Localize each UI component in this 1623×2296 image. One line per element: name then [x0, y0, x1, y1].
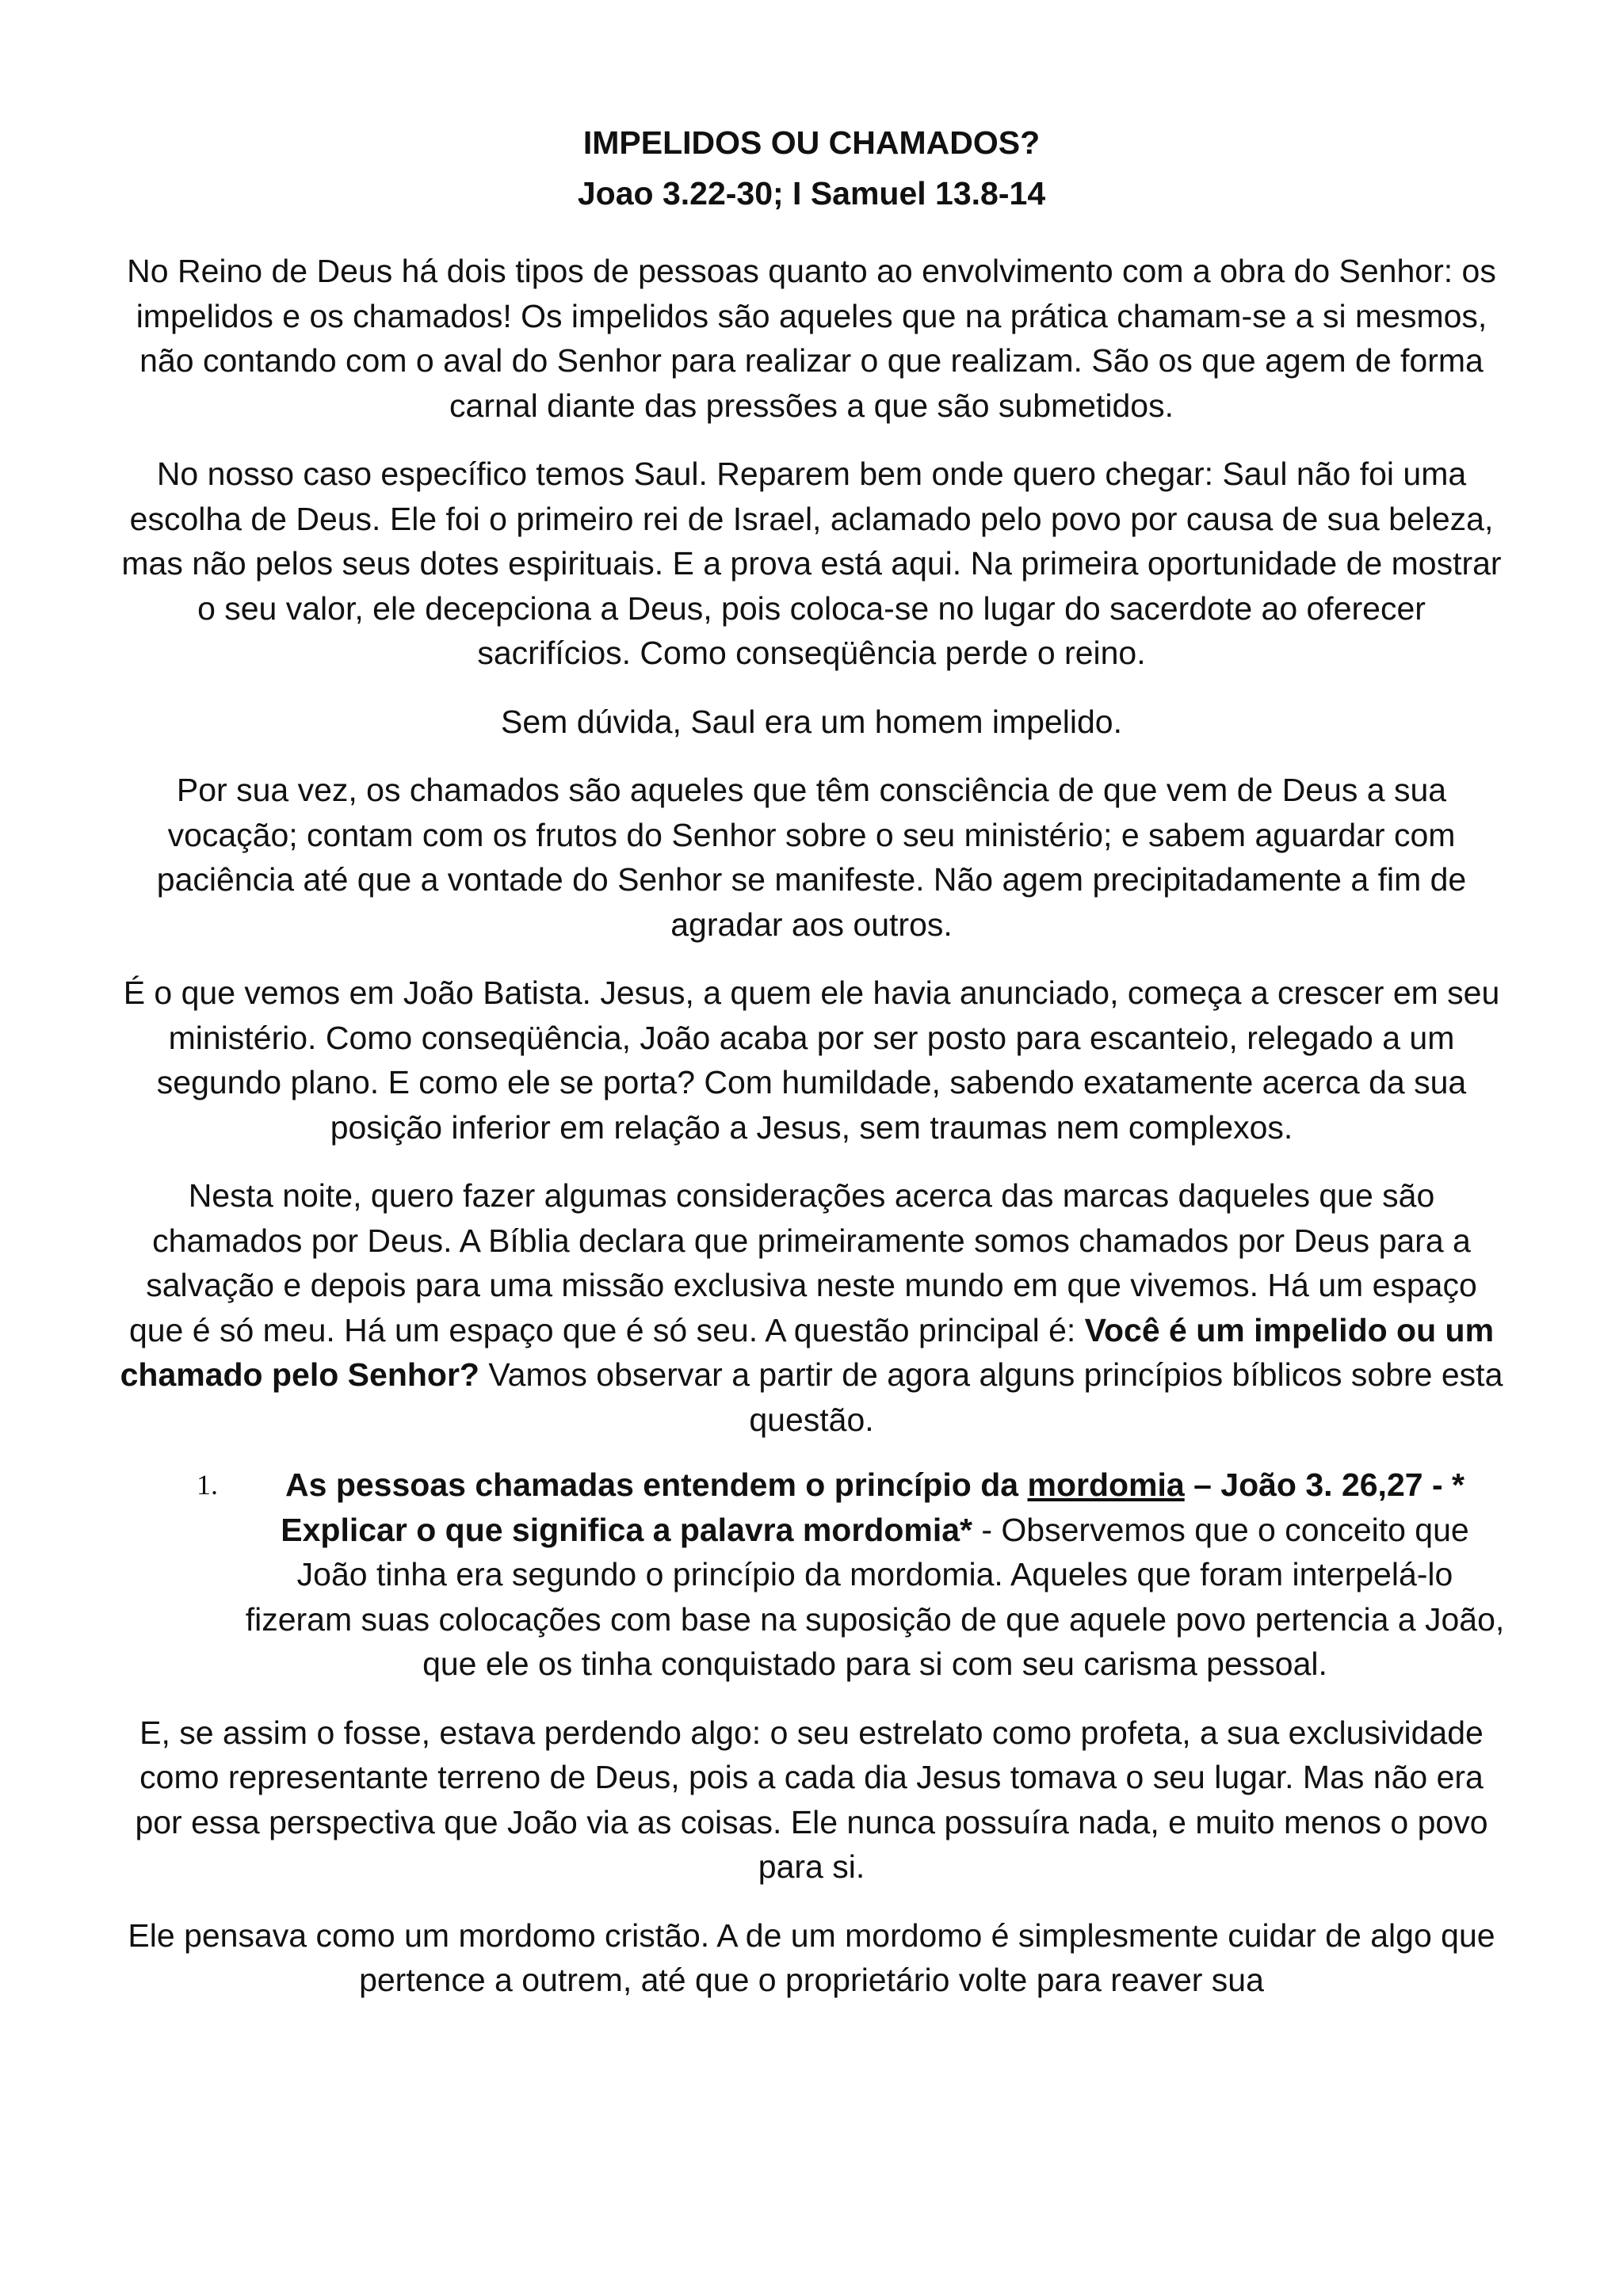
paragraph-mordomo: Ele pensava como um mordomo cristão. A de um mordomo é simplesmente cuidar de algo que pertence a outrem, até que o proprietário volte para reaver sua	[128, 1917, 1495, 1998]
key-question: Você é um impelido ou um chamado pelo Senhor?	[120, 1311, 1495, 1393]
paragraph-consideracoes	[117, 1173, 1506, 1442]
paragraph-consideracoes-end: Vamos observar a partir de agora alguns princípios bíblicos sobre esta questão.	[479, 1356, 1503, 1438]
paragraph-consideracoes-text: Nesta noite, quero fazer algumas considerações acerca das marcas daqueles que são chamados por Deus. A Bíblia declara que primeiramente somos chamados por Deus para a salvação e depois para uma missão exclusiva neste mundo em que vivemos. Há um espaço que é só meu. Há um espaço que é só seu. A questão principal é:	[128, 1177, 1477, 1348]
paragraph-joao-batista: É o que vemos em João Batista. Jesus, a quem ele havia anunciado, começa a crescer em seu ministério. Como conseqüência, João acaba por ser posto para escanteio, relegado a um segundo plano. E como ele se porta? Com humildade, sabendo exatamente acerca da sua posição inferior em relação a Jesus, sem traumas nem complexos.	[123, 974, 1500, 1146]
paragraph-chamados: Por sua vez, os chamados são aqueles que têm consciência de que vem de Deus a sua vocação; contam com os frutos do Senhor sobre o seu ministério; e sabem aguardar com paciência até que a vontade do Senhor se manifeste. Não agem precipitadamente a fim de agradar aos outros.	[156, 772, 1467, 943]
document-title: IMPELIDOS OU CHAMADOS?	[582, 124, 1041, 161]
principle-heading-end: – João 3. 26,27 - * Explicar o que significa a palavra mordomia*	[281, 1466, 1465, 1548]
paragraph-saul: No nosso caso específico temos Saul. Reparem bem onde quero chegar: Saul não foi uma escolha de Deus. Ele foi o primeiro rei de Israel, aclamado pelo povo por causa de sua beleza, mas não pelos seus dotes espirituais. E a prova está aqui. Na primeira oportunidade de mostrar o seu valor, ele decepciona a Deus, pois coloca-se no lugar do sacerdote ao oferecer sacrifícios. Como conseqüência perde o reino.	[121, 456, 1502, 671]
paragraph-estrelato: E, se assim o fosse, estava perdendo algo: o seu estrelato como profeta, a sua exclusividade como representante terreno de Deus, pois a cada dia Jesus tomava o seu lugar. Mas não era por essa perspectiva que João via as coisas. Ele nunca possuíra nada, e muito menos o povo para si.	[135, 1714, 1488, 1885]
list-item-text	[197, 1463, 1506, 1687]
list-number: 1.	[197, 1469, 218, 1501]
paragraph-saul-conclusion: Sem dúvida, Saul era um homem impelido.	[501, 703, 1122, 740]
scripture-reference: Joao 3.22-30; I Samuel 13.8-14	[577, 175, 1046, 212]
principle-body: - Observemos que o conceito que João tinha era segundo o princípio da mordomia. Aqueles que foram interpelá-lo fizeram suas colocações com base na suposição de que aquele povo pertencia a João, que ele os tinha conquistado para si com seu carisma pessoal.	[245, 1511, 1505, 1682]
list-item	[197, 1463, 1506, 1687]
principles-list	[117, 1463, 1506, 1687]
document-content	[117, 120, 1506, 2003]
principle-keyword: mordomia	[1027, 1466, 1185, 1503]
principle-heading-start: As pessoas chamadas entendem o princípio da	[285, 1466, 1028, 1503]
paragraph-intro: No Reino de Deus há dois tipos de pessoas quanto ao envolvimento com a obra do Senhor: os impelidos e os chamados! Os impelidos são aqueles que na prática chamam-se a si mesmos, não contando com o aval do Senhor para realizar o que realizam. São os que agem de forma carnal diante das pressões a que são submetidos.	[127, 253, 1496, 424]
